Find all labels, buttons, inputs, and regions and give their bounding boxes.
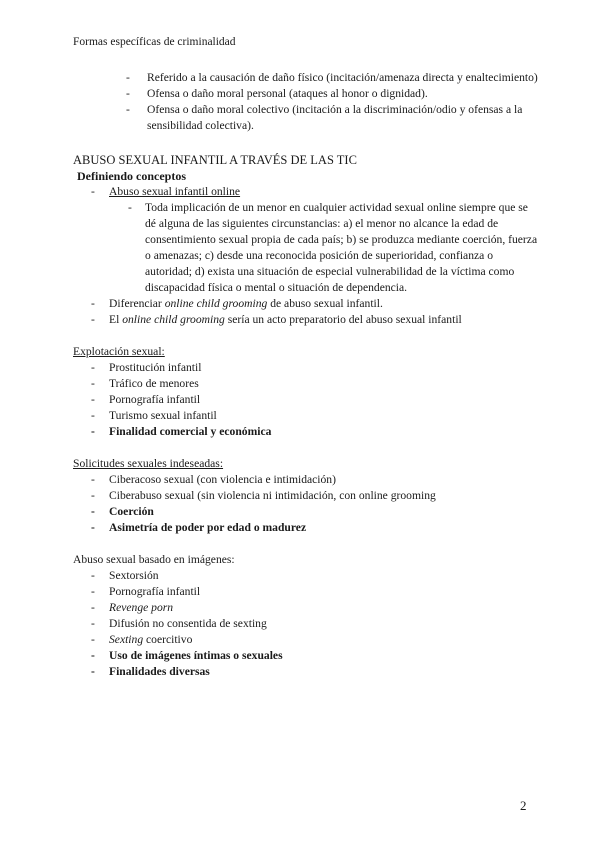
dash-bullet: - — [91, 617, 95, 630]
item-text: Pornografía infantil — [109, 585, 201, 598]
dash-bullet: - — [91, 409, 95, 422]
dash-bullet: - — [126, 71, 130, 84]
list-item — [0, 360, 538, 376]
dash-bullet: - — [91, 521, 95, 534]
item-text: Referido a la causación de daño físico (incitación/amenaza directa y enaltecimiento) — [147, 71, 538, 84]
item-text: Asimetría de poder por edad o madurez — [109, 521, 307, 534]
item-text-emphasis: Revenge porn — [109, 601, 174, 614]
running-header: Formas específicas de criminalidad — [73, 36, 236, 48]
list-item-bold — [0, 424, 538, 440]
dash-bullet: - — [91, 297, 95, 310]
item-text: Coerción — [109, 505, 154, 518]
list-item — [0, 392, 538, 408]
list-item — [0, 408, 538, 424]
section-heading-solicitudes: Solicitudes sexuales indeseadas: — [73, 457, 224, 470]
dash-bullet: - — [91, 665, 95, 678]
dash-bullet: - — [91, 633, 95, 646]
item-text: Ciberacoso sexual (con violencia e intimidación) — [109, 473, 336, 486]
dash-bullet: - — [91, 313, 95, 326]
item-text-suffix: coercitivo — [143, 633, 193, 646]
list-item-bold — [0, 648, 538, 664]
dash-bullet: - — [126, 87, 130, 100]
item-text: Tráfico de menores — [109, 377, 199, 390]
page-content — [0, 70, 600, 680]
list-item — [0, 488, 538, 504]
list-item — [0, 312, 538, 328]
dash-bullet: - — [91, 473, 95, 486]
item-text: Difusión no consentida de sexting — [109, 617, 267, 630]
list-item — [0, 70, 538, 86]
definition-text: Toda implicación de un menor en cualquier actividad sexual online siempre que se dé alguna de las siguientes circunstancias: a) el menor no alcance la edad de consentimiento sexual propia de cada país; b) se produzca mediante coerción, fuerza o amenazas; c) desde una reconocida posición de superioridad, confianza o autoridad; d) exista una situación de especial vulnerabilidad de la víctima como discapacidad física o mental o situación de dependencia. — [145, 201, 538, 294]
list-item-bold — [0, 504, 538, 520]
list-item — [0, 600, 538, 616]
item-text: Finalidad comercial y económica — [109, 425, 272, 438]
dash-bullet: - — [128, 201, 132, 214]
item-text-emphasis: Sexting — [109, 633, 144, 646]
dash-bullet: - — [91, 377, 95, 390]
item-text: Turismo sexual infantil — [109, 409, 217, 422]
dash-bullet: - — [91, 585, 95, 598]
dash-bullet: - — [91, 601, 95, 614]
dash-bullet: - — [91, 649, 95, 662]
dash-bullet: - — [91, 185, 95, 198]
page-number: 2 — [520, 798, 527, 813]
list-item — [0, 472, 538, 488]
list-item — [0, 616, 538, 632]
item-text: Prostitución infantil — [109, 361, 202, 374]
section-heading-imagenes: Abuso sexual basado en imágenes: — [73, 553, 235, 566]
list-item — [0, 184, 538, 200]
list-item — [0, 584, 538, 600]
dash-bullet: - — [91, 361, 95, 374]
item-text-emphasis: online child grooming — [122, 313, 225, 326]
dash-bullet: - — [91, 489, 95, 502]
list-item — [0, 568, 538, 584]
list-item — [0, 632, 538, 648]
item-text-emphasis: online child grooming — [164, 297, 268, 310]
dash-bullet: - — [91, 505, 95, 518]
dash-bullet: - — [91, 393, 95, 406]
list-item — [0, 376, 538, 392]
item-text: Abuso sexual infantil online — [109, 185, 241, 198]
item-text-prefix: Diferenciar — [109, 297, 165, 310]
dash-bullet: - — [126, 103, 130, 116]
section-title: ABUSO SEXUAL INFANTIL A TRAVÉS DE LAS TIC — [73, 153, 357, 167]
list-item — [0, 86, 538, 102]
list-item-bold — [0, 664, 538, 680]
item-text-suffix: de abuso sexual infantil. — [267, 297, 383, 310]
section-subtitle: Definiendo conceptos — [77, 169, 186, 183]
item-text-suffix: sería un acto preparatorio del abuso sexual infantil — [224, 313, 462, 326]
item-text: Sextorsión — [109, 569, 159, 582]
item-text: Pornografía infantil — [109, 393, 201, 406]
item-text: Ofensa o daño moral personal (ataques al honor o dignidad). — [147, 87, 428, 100]
definition-item — [0, 200, 538, 296]
list-item — [0, 296, 538, 312]
dash-bullet: - — [91, 569, 95, 582]
item-text: Ciberabuso sexual (sin violencia ni intimidación, con online grooming — [109, 489, 436, 502]
item-text: Ofensa o daño moral colectivo (incitación a la discriminación/odio y ofensas a la sensibilidad colectiva). — [147, 103, 523, 132]
item-text: Finalidades diversas — [109, 665, 210, 678]
item-text-prefix: El — [109, 313, 123, 326]
section-heading-explotacion: Explotación sexual: — [73, 345, 165, 358]
list-item — [0, 102, 538, 134]
dash-bullet: - — [91, 425, 95, 438]
list-item-bold — [0, 520, 538, 536]
item-text: Uso de imágenes íntimas o sexuales — [109, 649, 283, 662]
